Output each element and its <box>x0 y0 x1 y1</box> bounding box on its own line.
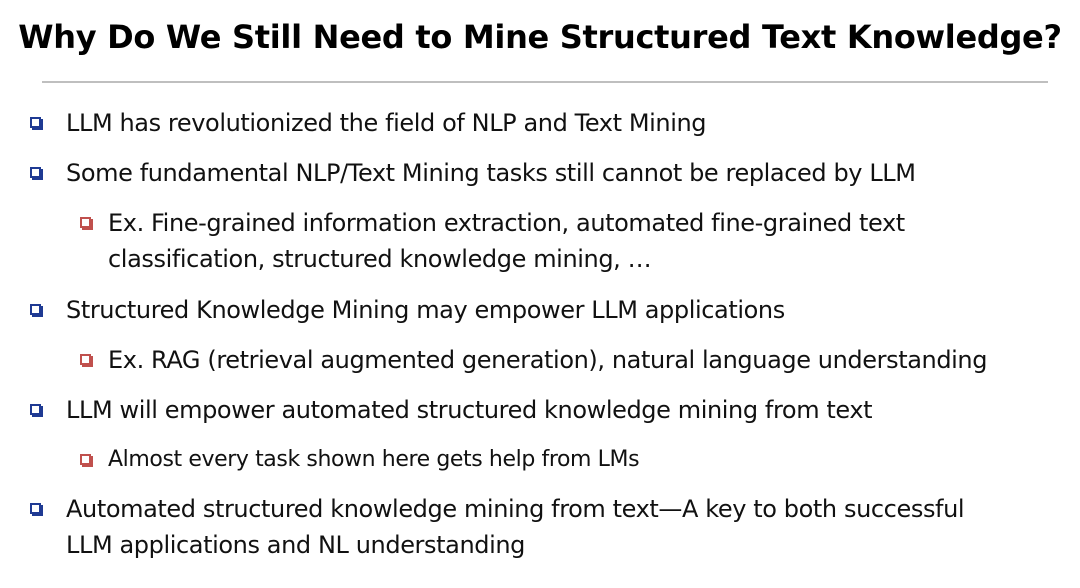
bullet-item <box>66 105 706 141</box>
subbullet-item <box>108 342 987 378</box>
bullet-text: LLM has revolutionized the field of NLP and Text Mining <box>66 109 707 137</box>
square-subbullet-icon <box>80 354 91 365</box>
square-bullet-icon <box>30 167 41 178</box>
bullet-text: LLM will empower automated structured knowledge mining from text <box>66 396 873 424</box>
bullet-text-line-1: Automated structured knowledge mining from text—A key to both successful <box>66 495 965 523</box>
bullet-item <box>66 392 872 428</box>
square-bullet-icon <box>30 404 41 415</box>
bullet-item <box>66 292 785 328</box>
square-bullet-icon <box>30 117 41 128</box>
bullet-text: Structured Knowledge Mining may empower LLM applications <box>66 296 785 324</box>
subbullet-item <box>108 205 905 277</box>
bullet-item <box>66 491 964 563</box>
square-subbullet-icon <box>80 454 91 465</box>
subbullet-text-line-2: classification, structured knowledge mining, … <box>108 245 652 273</box>
square-bullet-icon <box>30 304 41 315</box>
square-bullet-icon <box>30 503 41 514</box>
subbullet-item <box>108 442 639 478</box>
bullet-text: Some fundamental NLP/Text Mining tasks still cannot be replaced by LLM <box>66 159 916 187</box>
subbullet-text: Almost every task shown here gets help from LMs <box>108 447 640 472</box>
title-divider <box>42 81 1048 83</box>
bullet-item <box>66 155 916 191</box>
square-subbullet-icon <box>80 217 91 228</box>
subbullet-text: Ex. RAG (retrieval augmented generation), natural language understanding <box>108 346 988 374</box>
slide-title: Why Do We Still Need to Mine Structured Text Knowledge? <box>18 18 1062 56</box>
subbullet-text-line-1: Ex. Fine-grained information extraction, automated fine-grained text <box>108 209 905 237</box>
bullet-text-line-2: LLM applications and NL understanding <box>66 531 526 559</box>
